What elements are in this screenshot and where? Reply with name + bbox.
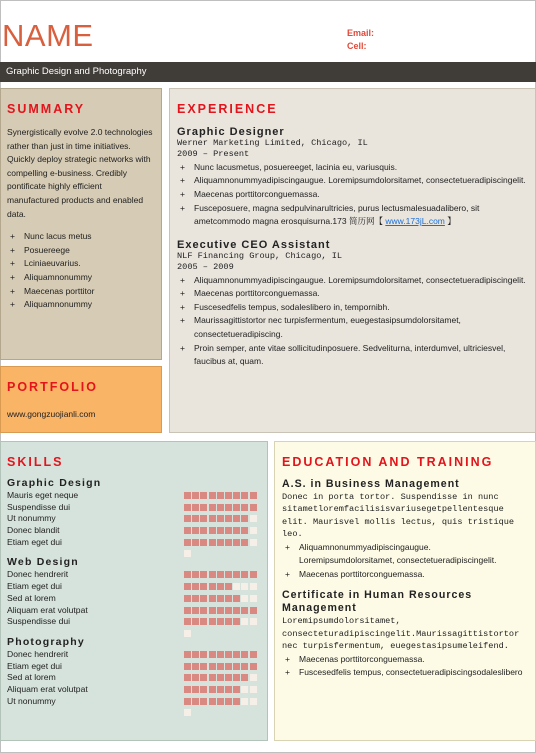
portfolio-section bbox=[0, 366, 162, 433]
skill-block-filled bbox=[192, 515, 199, 522]
skill-block-filled bbox=[184, 515, 191, 522]
skill-block-filled bbox=[225, 607, 232, 614]
skill-block-filled bbox=[241, 571, 248, 578]
skill-block-filled bbox=[241, 539, 248, 546]
skill-block-filled bbox=[233, 515, 240, 522]
skill-block-empty bbox=[250, 527, 257, 534]
skill-block-empty bbox=[250, 686, 257, 693]
list-item: + Nunc lacus metus bbox=[7, 230, 155, 244]
education-title: EDUCATION AND TRAINING bbox=[282, 455, 494, 469]
education-entry bbox=[282, 589, 528, 679]
skill-block-filled bbox=[225, 651, 232, 658]
skill-block-filled bbox=[200, 583, 207, 590]
skill-block-empty bbox=[184, 709, 191, 716]
skill-block-filled bbox=[200, 492, 207, 499]
skill-block-filled bbox=[192, 618, 199, 625]
skill-block-filled bbox=[233, 618, 240, 625]
education-entry bbox=[282, 478, 528, 581]
skill-block-filled bbox=[184, 698, 191, 705]
skill-block-filled bbox=[200, 698, 207, 705]
skill-group-title: Photography bbox=[7, 635, 85, 648]
skill-block-filled bbox=[184, 651, 191, 658]
skill-block-filled bbox=[217, 492, 224, 499]
skill-block-filled bbox=[200, 651, 207, 658]
skill-group-title: Graphic Design bbox=[7, 477, 102, 489]
skills-section bbox=[0, 441, 268, 741]
education-entry-title: A.S. in Business Management bbox=[282, 478, 460, 490]
skill-row bbox=[7, 672, 261, 684]
skill-block-filled bbox=[250, 607, 257, 614]
skill-block-filled bbox=[241, 504, 248, 511]
skill-row bbox=[7, 649, 261, 661]
skill-label: Sed at lorem bbox=[7, 672, 56, 683]
skill-block-filled bbox=[200, 504, 207, 511]
skill-block-filled bbox=[250, 504, 257, 511]
tagline-band bbox=[0, 62, 536, 82]
list-item: + Proin semper, ante vitae sollicitudinposuere. Sedveliturna, interdumvel, ultriciesvel, faucibus at, quam. bbox=[177, 342, 527, 369]
skill-block-filled bbox=[184, 539, 191, 546]
skill-block-filled bbox=[233, 663, 240, 670]
skill-block-filled bbox=[184, 595, 191, 602]
skill-block-empty bbox=[184, 550, 191, 557]
education-entry-text: Donec in porta tortor. Suspendisse in nunc sitametloremfacilisisvariusegetpellentesque elit. Maurisvel mollis lectus, quis tristique leo. bbox=[282, 492, 515, 540]
cell-label: Cell: bbox=[347, 41, 367, 51]
skill-group-title: Web Design bbox=[7, 556, 79, 569]
skill-block-filled bbox=[209, 571, 216, 578]
skill-row bbox=[7, 593, 261, 605]
skill-block-filled bbox=[209, 663, 216, 670]
skill-level-meter bbox=[184, 571, 261, 578]
job-company: Werner Marketing Limited, Chicago, IL bbox=[177, 138, 368, 148]
skill-label: Aliquam erat volutpat bbox=[7, 683, 88, 694]
skill-block-filled bbox=[233, 674, 240, 681]
skill-block-empty bbox=[184, 630, 191, 637]
skill-level-meter bbox=[184, 618, 261, 625]
skill-block-filled bbox=[217, 504, 224, 511]
skill-block-filled bbox=[217, 651, 224, 658]
skill-level-meter bbox=[184, 595, 261, 602]
skill-block-filled bbox=[225, 674, 232, 681]
list-item: + Aliquamnonummy bbox=[7, 298, 155, 312]
skill-block-empty bbox=[233, 583, 240, 590]
skill-block-filled bbox=[192, 651, 199, 658]
list-item: + Nunc lacusmetus, posuereeget, lacinia eu, variusquis. bbox=[177, 161, 527, 175]
skill-block-empty bbox=[250, 539, 257, 546]
skill-block-filled bbox=[200, 686, 207, 693]
skill-block-filled bbox=[217, 571, 224, 578]
experience-title: EXPERIENCE bbox=[177, 102, 278, 116]
skill-block-filled bbox=[192, 595, 199, 602]
skill-block-filled bbox=[217, 686, 224, 693]
skill-level-meter bbox=[184, 663, 261, 670]
education-section bbox=[274, 441, 536, 741]
skill-block-empty bbox=[241, 583, 248, 590]
job-dates: 2009 – Present bbox=[177, 149, 250, 160]
skill-block-filled bbox=[250, 663, 257, 670]
skill-block-filled bbox=[250, 571, 257, 578]
skill-block-filled bbox=[192, 527, 199, 534]
skill-block-filled bbox=[192, 686, 199, 693]
skill-block-filled bbox=[192, 492, 199, 499]
skill-block-filled bbox=[241, 663, 248, 670]
bracket-close: 】 bbox=[447, 216, 456, 227]
skill-block-filled bbox=[225, 663, 232, 670]
skill-block-filled bbox=[225, 527, 232, 534]
skill-block-filled bbox=[241, 674, 248, 681]
skill-block-filled bbox=[192, 539, 199, 546]
skill-block-filled bbox=[184, 583, 191, 590]
job-title: Graphic Designer bbox=[177, 126, 285, 138]
skill-block-empty bbox=[250, 583, 257, 590]
skill-block-filled bbox=[209, 595, 216, 602]
skill-block-filled bbox=[209, 618, 216, 625]
skill-block-empty bbox=[250, 698, 257, 705]
skill-level-meter bbox=[184, 607, 261, 614]
skill-label: Aliquam erat volutpat bbox=[7, 604, 88, 615]
skill-block-filled bbox=[233, 504, 240, 511]
skill-row bbox=[7, 684, 261, 696]
skill-block-filled bbox=[209, 698, 216, 705]
skill-block-empty bbox=[250, 618, 257, 625]
skill-block-filled bbox=[250, 651, 257, 658]
skill-block-filled bbox=[217, 698, 224, 705]
experience-section bbox=[169, 88, 536, 433]
skill-block-filled bbox=[184, 663, 191, 670]
skill-row bbox=[7, 537, 261, 549]
skill-row bbox=[7, 502, 261, 514]
skill-block-filled bbox=[225, 504, 232, 511]
skill-block-filled bbox=[192, 571, 199, 578]
skill-block-filled bbox=[225, 539, 232, 546]
list-item-text: Fusceposuere, magna sedpulvinarultricies, purus lectusmalesuadalibero, sit ametcommodo magna erosquisurna.173 简历网【 bbox=[194, 202, 480, 227]
skill-level-meter bbox=[184, 674, 261, 681]
skill-block-filled bbox=[192, 583, 199, 590]
skill-group bbox=[7, 636, 261, 707]
skill-level-meter bbox=[184, 515, 261, 522]
skill-block-filled bbox=[192, 674, 199, 681]
skill-block-filled bbox=[209, 539, 216, 546]
skill-block-filled bbox=[233, 595, 240, 602]
skill-block-filled bbox=[200, 527, 207, 534]
skill-block-filled bbox=[233, 571, 240, 578]
skill-block-empty bbox=[241, 595, 248, 602]
job-title: Executive CEO Assistant bbox=[177, 238, 331, 251]
skill-block-filled bbox=[233, 527, 240, 534]
skill-block-filled bbox=[225, 571, 232, 578]
skill-level-meter bbox=[184, 492, 261, 499]
skill-block-filled bbox=[200, 607, 207, 614]
skill-block-filled bbox=[233, 686, 240, 693]
list-item: + Fuscesedfelis tempus, sodaleslibero in, tempornibh. bbox=[177, 301, 527, 315]
job-dates: 2005 – 2009 bbox=[177, 262, 234, 273]
email-label: Email: bbox=[347, 28, 375, 38]
skill-block-filled bbox=[241, 651, 248, 658]
skill-block-filled bbox=[200, 674, 207, 681]
skill-block-filled bbox=[209, 651, 216, 658]
skill-level-meter bbox=[184, 583, 261, 590]
skill-row bbox=[7, 569, 261, 581]
skill-block-filled bbox=[217, 663, 224, 670]
skill-block-filled bbox=[217, 539, 224, 546]
skill-block-filled bbox=[209, 515, 216, 522]
skill-block-filled bbox=[184, 674, 191, 681]
skill-group bbox=[7, 556, 261, 627]
skill-block-empty bbox=[250, 595, 257, 602]
list-item: + Maurissagittistortor nec turpisfermentum, euegestasipsumdolorsitamet, consectetueradipiscing. bbox=[177, 314, 527, 341]
skill-label: Etiam eget dui bbox=[7, 660, 62, 671]
summary-text: Synergistically evolve 2.0 technologies rather than just in time initiatives. Quickly deploy strategic networks with compelling e-business. Credibly pontificate highly efficient manufactured products and enabled data. bbox=[7, 127, 153, 219]
list-item: + Maecenas porttitorconguemassa. bbox=[282, 653, 528, 667]
education-entry-text: Loremipsumdolorsitamet, consecteturadipiscingelit.Maurissagittistortor nec turpisfermentum, euegestasipsumeleifend. bbox=[282, 616, 520, 652]
skill-block-empty bbox=[241, 698, 248, 705]
skill-label: Etiam eget dui bbox=[7, 536, 62, 547]
job-bullets bbox=[177, 274, 527, 369]
summary-title: SUMMARY bbox=[7, 102, 86, 116]
skill-label: Donec hendrerit bbox=[7, 569, 69, 580]
education-bullets bbox=[282, 541, 528, 582]
list-item: + Aliquamnonummyadipiscingaugue. Loremipsumdolorsitamet, consectetueradipiscingelit. bbox=[177, 274, 527, 288]
skill-block-filled bbox=[225, 618, 232, 625]
job-company: NLF Financing Group, Chicago, IL bbox=[177, 250, 343, 261]
job-entry bbox=[177, 126, 527, 229]
skill-block-filled bbox=[184, 618, 191, 625]
skill-row bbox=[7, 696, 261, 708]
skill-block-filled bbox=[184, 607, 191, 614]
list-item: + Lciniaeuvarius. bbox=[7, 257, 155, 271]
skill-block-filled bbox=[217, 515, 224, 522]
skill-label: Ut nonummy bbox=[7, 695, 56, 706]
skill-label: Sed at lorem bbox=[7, 592, 56, 603]
skill-row bbox=[7, 513, 261, 525]
skill-label: Donec hendrerit bbox=[7, 648, 69, 659]
skill-block-filled bbox=[184, 504, 191, 511]
skill-block-filled bbox=[241, 515, 248, 522]
skill-block-filled bbox=[250, 492, 257, 499]
skill-block-filled bbox=[225, 492, 232, 499]
skill-block-filled bbox=[241, 492, 248, 499]
skills-title: SKILLS bbox=[7, 455, 64, 469]
skill-block-filled bbox=[200, 539, 207, 546]
skill-block-filled bbox=[192, 698, 199, 705]
skill-block-empty bbox=[241, 686, 248, 693]
summary-section bbox=[0, 88, 162, 360]
skill-block-filled bbox=[225, 583, 232, 590]
skill-block-filled bbox=[200, 618, 207, 625]
skill-block-filled bbox=[209, 504, 216, 511]
skill-block-filled bbox=[184, 492, 191, 499]
skill-block-filled bbox=[209, 607, 216, 614]
skill-block-filled bbox=[217, 527, 224, 534]
skill-block-empty bbox=[250, 515, 257, 522]
education-entry-title: Certificate in Human Resources Management bbox=[282, 589, 473, 615]
skill-level-meter bbox=[184, 504, 261, 511]
skill-block-filled bbox=[209, 686, 216, 693]
list-item: + Aliquamnonummy bbox=[7, 271, 155, 285]
skill-block-filled bbox=[241, 527, 248, 534]
skill-block-filled bbox=[209, 492, 216, 499]
skill-block-filled bbox=[217, 674, 224, 681]
skill-block-filled bbox=[200, 571, 207, 578]
skill-label: Suspendisse dui bbox=[7, 501, 71, 512]
tagline: Graphic Design and Photography bbox=[6, 66, 147, 77]
skill-block-filled bbox=[217, 618, 224, 625]
skill-block-filled bbox=[184, 527, 191, 534]
skill-level-meter bbox=[184, 527, 261, 534]
skill-level-meter bbox=[184, 698, 261, 705]
skill-block-filled bbox=[217, 595, 224, 602]
skill-block-filled bbox=[225, 595, 232, 602]
list-item: + Maecenas porttitorconguemassa. bbox=[177, 188, 527, 202]
skill-label: Etiam eget dui bbox=[7, 581, 62, 592]
candidate-name: NAME bbox=[2, 18, 94, 53]
skill-label: Suspendisse dui bbox=[7, 616, 71, 627]
education-bullets bbox=[282, 653, 528, 680]
skill-block-filled bbox=[233, 539, 240, 546]
skill-block-empty bbox=[241, 618, 248, 625]
website-link[interactable]: www.173jL.com bbox=[385, 216, 445, 227]
skill-row bbox=[7, 661, 261, 673]
skill-block-filled bbox=[217, 583, 224, 590]
skill-group bbox=[7, 477, 261, 548]
skill-block-filled bbox=[184, 686, 191, 693]
skill-block-filled bbox=[241, 607, 248, 614]
skill-block-filled bbox=[217, 607, 224, 614]
skill-row bbox=[7, 581, 261, 593]
skills-groups bbox=[7, 477, 261, 707]
skill-label: Ut nonummy bbox=[7, 513, 56, 524]
list-item bbox=[177, 202, 527, 229]
skill-block-filled bbox=[200, 595, 207, 602]
skill-level-meter bbox=[184, 651, 261, 658]
skill-block-filled bbox=[209, 527, 216, 534]
skill-label: Donec blandit bbox=[7, 525, 60, 536]
skill-block-empty bbox=[250, 674, 257, 681]
skill-block-filled bbox=[225, 515, 232, 522]
skill-block-filled bbox=[233, 651, 240, 658]
skill-row bbox=[7, 605, 261, 617]
skill-block-filled bbox=[233, 492, 240, 499]
list-item: + Maecenas porttitor bbox=[7, 285, 155, 299]
skill-block-filled bbox=[192, 504, 199, 511]
skill-level-meter bbox=[184, 539, 261, 546]
skill-row bbox=[7, 616, 261, 628]
summary-list bbox=[7, 230, 155, 312]
skill-block-filled bbox=[209, 674, 216, 681]
list-item: + Fuscesedfelis tempus, consectetueradipiscingsodaleslibero bbox=[282, 666, 528, 680]
skill-block-filled bbox=[233, 698, 240, 705]
skill-block-filled bbox=[184, 571, 191, 578]
skill-block-filled bbox=[200, 515, 207, 522]
skill-row bbox=[7, 525, 261, 537]
job-bullets bbox=[177, 161, 527, 229]
list-item: + Maecenas porttitorconguemassa. bbox=[177, 287, 527, 301]
skill-block-filled bbox=[200, 663, 207, 670]
skill-level-meter bbox=[184, 686, 261, 693]
portfolio-url[interactable]: www.gongzuojianli.com bbox=[7, 409, 96, 419]
skill-row bbox=[7, 490, 261, 502]
list-item: + Posuereege bbox=[7, 244, 155, 258]
skill-block-filled bbox=[233, 607, 240, 614]
skill-block-filled bbox=[192, 663, 199, 670]
contact-block bbox=[347, 27, 374, 53]
list-item: + Aliquamnonummyadipiscingaugue. Loremipsumdolorsitamet, consectetueradipiscingelit. bbox=[177, 174, 527, 188]
list-item: + Maecenas porttitorconguemassa. bbox=[282, 568, 528, 582]
portfolio-title: PORTFOLIO bbox=[7, 380, 98, 394]
skill-label: Mauris eget neque bbox=[7, 490, 79, 500]
skill-block-filled bbox=[225, 686, 232, 693]
skill-block-filled bbox=[192, 607, 199, 614]
skill-block-filled bbox=[225, 698, 232, 705]
skill-block-filled bbox=[209, 583, 216, 590]
list-item: + Aliquamnonummyadipiscingaugue. Loremipsumdolorsitamet, consectetueradipiscingelit. bbox=[282, 541, 528, 568]
job-entry bbox=[177, 239, 527, 369]
